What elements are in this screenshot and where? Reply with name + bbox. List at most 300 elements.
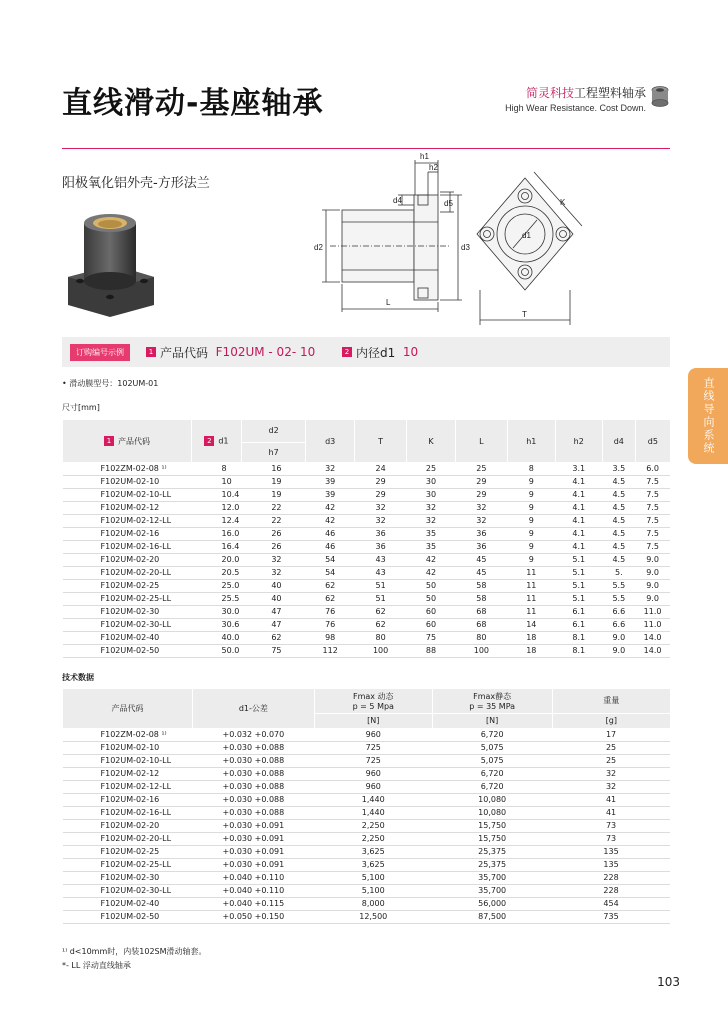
table-cell: 40 <box>241 592 306 605</box>
order-item2-value: 10 <box>402 345 419 359</box>
table-row <box>63 540 671 553</box>
table-cell: F102UM-02-12 <box>63 767 193 780</box>
table-cell: 4.1 <box>555 540 602 553</box>
table-cell: 8,000 <box>314 897 432 910</box>
table-cell: 228 <box>552 871 670 884</box>
col-h1: h1 <box>508 420 555 462</box>
tcol-product-code: 产品代码 <box>63 689 193 728</box>
table-cell: 80 <box>455 631 507 644</box>
table-cell: 9 <box>508 540 555 553</box>
table-cell: F102UM-02-10-LL <box>63 754 193 767</box>
table-cell: 6,720 <box>432 780 552 793</box>
table-row <box>63 910 671 923</box>
table-cell: F102UM-02-20 <box>63 553 192 566</box>
table-cell: 32 <box>455 514 507 527</box>
order-item-product-code <box>146 344 336 361</box>
table-cell: 39 <box>306 488 354 501</box>
col-num-1: 1 <box>104 436 114 446</box>
table-cell: 100 <box>354 644 406 657</box>
table-cell: 16.4 <box>192 540 242 553</box>
table-cell: F102UM-02-20-LL <box>63 566 192 579</box>
table-cell: 8.1 <box>555 631 602 644</box>
table-row <box>63 897 671 910</box>
side-tab-label: 直线导向系统 <box>702 377 715 455</box>
table-cell: 11 <box>508 566 555 579</box>
table-cell: F102UM-02-30 <box>63 871 193 884</box>
product-photo <box>66 205 156 320</box>
table-cell: 9 <box>508 527 555 540</box>
table-cell: F102UM-02-12-LL <box>63 780 193 793</box>
table-cell: 75 <box>407 631 455 644</box>
table-row <box>63 793 671 806</box>
table-row <box>63 845 671 858</box>
table-cell: 5,075 <box>432 754 552 767</box>
table-cell: F102UM-02-50 <box>63 910 193 923</box>
table-cell: +0.030 +0.088 <box>192 767 314 780</box>
tcol-fmax-static-unit: [N] <box>432 713 552 728</box>
table-cell: 7.5 <box>635 540 670 553</box>
col-k: K <box>407 420 455 462</box>
table-cell: +0.030 +0.088 <box>192 806 314 819</box>
table-cell: F102UM-02-40 <box>63 631 192 644</box>
table-cell: F102ZM-02-08 ¹⁾ <box>63 462 192 475</box>
table-cell: 32 <box>241 553 306 566</box>
table-cell: 4.1 <box>555 527 602 540</box>
table-row <box>63 579 671 592</box>
table-cell: 54 <box>306 566 354 579</box>
table-cell: 4.5 <box>602 553 635 566</box>
table-cell: 98 <box>306 631 354 644</box>
table-cell: F102UM-02-16 <box>63 527 192 540</box>
table-cell: F102UM-02-16-LL <box>63 540 192 553</box>
brand-slogan: High Wear Resistance. Cost Down. <box>505 103 646 113</box>
table-cell: 32 <box>306 462 354 475</box>
table-cell: 40 <box>241 579 306 592</box>
table-cell: +0.030 +0.088 <box>192 754 314 767</box>
table-cell: 4.5 <box>602 501 635 514</box>
table-cell: +0.032 +0.070 <box>192 728 314 741</box>
tcol-fmax-static <box>432 689 552 713</box>
col-t: T <box>354 420 406 462</box>
table-row <box>63 475 671 488</box>
table-cell: 25 <box>455 462 507 475</box>
dim-d2-label: d2 <box>314 243 323 252</box>
table-cell: 36 <box>354 540 406 553</box>
header-divider <box>62 148 670 149</box>
footnote-2: *- LL 浮动直线轴承 <box>62 961 131 970</box>
order-item1-label: 产品代码 <box>160 345 209 360</box>
table-cell: 46 <box>306 527 354 540</box>
table-cell: 58 <box>455 592 507 605</box>
order-item1-value: F102UM - 02- 10 <box>215 345 316 359</box>
table-cell: 26 <box>241 540 306 553</box>
tcol-fmax-dynamic-pressure: p = 5 Mpa <box>352 701 394 711</box>
table-cell: 11 <box>508 579 555 592</box>
table-cell: 25,375 <box>432 845 552 858</box>
table-row <box>63 741 671 754</box>
table-cell: 9.0 <box>635 579 670 592</box>
table-cell: 5.1 <box>555 566 602 579</box>
table-cell: 17 <box>552 728 670 741</box>
table-cell: 9.0 <box>602 644 635 657</box>
dim-h2-label: h2 <box>429 163 438 172</box>
table-cell: 54 <box>306 553 354 566</box>
table-row <box>63 767 671 780</box>
table-cell: F102UM-02-10-LL <box>63 488 192 501</box>
table-cell: 32 <box>407 501 455 514</box>
table-cell: 6.1 <box>555 618 602 631</box>
table-cell: +0.030 +0.091 <box>192 858 314 871</box>
dim-d4-label: d4 <box>393 196 402 205</box>
table-cell: 76 <box>306 618 354 631</box>
table-cell: 6,720 <box>432 767 552 780</box>
table-cell: 42 <box>407 553 455 566</box>
table-cell: 15,750 <box>432 832 552 845</box>
table-cell: 5,100 <box>314 884 432 897</box>
table-cell: 25,375 <box>432 858 552 871</box>
table-cell: 62 <box>354 605 406 618</box>
col-d3: d3 <box>306 420 354 462</box>
table-cell: 41 <box>552 806 670 819</box>
table-cell: 5,100 <box>314 871 432 884</box>
table-cell: 11 <box>508 592 555 605</box>
dim-h1-label: h1 <box>420 152 429 161</box>
table-cell: 36 <box>354 527 406 540</box>
table-cell: 112 <box>306 644 354 657</box>
table-cell: 6,720 <box>432 728 552 741</box>
tech-data-label: 技术数据 <box>62 673 94 682</box>
table-cell: 45 <box>455 566 507 579</box>
table-cell: F102UM-02-25 <box>63 579 192 592</box>
dim-k-label: K <box>560 198 566 207</box>
table-row <box>63 780 671 793</box>
table-cell: 30.0 <box>192 605 242 618</box>
table-cell: F102UM-02-30-LL <box>63 884 193 897</box>
table-cell: 4.1 <box>555 501 602 514</box>
dim-d1-label: d1 <box>522 231 531 240</box>
table-cell: 10,080 <box>432 806 552 819</box>
table-cell: +0.030 +0.091 <box>192 845 314 858</box>
table-cell: F102UM-02-30-LL <box>63 618 192 631</box>
dim-d3-label: d3 <box>461 243 470 252</box>
table-cell: 18 <box>508 644 555 657</box>
table-cell: 62 <box>354 618 406 631</box>
table-cell: 43 <box>354 553 406 566</box>
order-item-inner-diameter <box>342 344 418 361</box>
table-row <box>63 644 671 657</box>
table-cell: F102UM-02-10 <box>63 741 193 754</box>
table-cell: 7.5 <box>635 475 670 488</box>
col-d4: d4 <box>602 420 635 462</box>
table-cell: 2,250 <box>314 819 432 832</box>
table-cell: 3,625 <box>314 858 432 871</box>
table-cell: 19 <box>241 488 306 501</box>
table-cell: 39 <box>306 475 354 488</box>
table-cell: +0.030 +0.088 <box>192 780 314 793</box>
table-row <box>63 527 671 540</box>
table-row <box>63 592 671 605</box>
bearing-logo-icon <box>650 85 670 107</box>
table-cell: 35,700 <box>432 871 552 884</box>
table-cell: 9 <box>508 514 555 527</box>
table-cell: F102UM-02-20-LL <box>63 832 193 845</box>
table-cell: 228 <box>552 884 670 897</box>
tcol-fmax-dynamic <box>314 689 432 713</box>
table-cell: 32 <box>407 514 455 527</box>
table-cell: 35,700 <box>432 884 552 897</box>
table-cell: 735 <box>552 910 670 923</box>
table-cell: 30 <box>407 475 455 488</box>
table-cell: 40.0 <box>192 631 242 644</box>
table-cell: 20.0 <box>192 553 242 566</box>
table-cell: 14 <box>508 618 555 631</box>
table-cell: F102ZM-02-08 ¹⁾ <box>63 728 193 741</box>
col-d2: d2 <box>241 420 306 442</box>
table-cell: 7.5 <box>635 514 670 527</box>
table-row <box>63 462 671 475</box>
table-cell: 73 <box>552 819 670 832</box>
table-cell: 32 <box>241 566 306 579</box>
table-cell: +0.030 +0.091 <box>192 819 314 832</box>
table-cell: 5. <box>602 566 635 579</box>
table-cell: 41 <box>552 793 670 806</box>
table-cell: 22 <box>241 514 306 527</box>
table-cell: 60 <box>407 618 455 631</box>
table-cell: 29 <box>354 488 406 501</box>
dimensions-table <box>62 420 670 658</box>
sliding-film-note: • 滑动膜型号：102UM-01 <box>62 379 159 388</box>
table-cell: 50 <box>407 579 455 592</box>
table-cell: F102UM-02-25-LL <box>63 592 192 605</box>
table-cell: F102UM-02-12 <box>63 501 192 514</box>
table-cell: 11.0 <box>635 605 670 618</box>
table-cell: 10,080 <box>432 793 552 806</box>
table-cell: 454 <box>552 897 670 910</box>
tech-data-table <box>62 689 670 924</box>
table-row <box>63 566 671 579</box>
table-cell: 4.5 <box>602 540 635 553</box>
table-cell: 22 <box>241 501 306 514</box>
table-cell: F102UM-02-16 <box>63 793 193 806</box>
order-num-1: 1 <box>146 347 156 357</box>
table-row <box>63 514 671 527</box>
table-cell: 29 <box>455 488 507 501</box>
table-cell: 88 <box>407 644 455 657</box>
table-cell: 960 <box>314 767 432 780</box>
table-cell: 45 <box>455 553 507 566</box>
dim-d5-label: d5 <box>444 199 453 208</box>
dim-l-label: L <box>386 298 391 307</box>
table-cell: +0.040 +0.115 <box>192 897 314 910</box>
table-cell: 725 <box>314 741 432 754</box>
technical-drawing <box>300 150 590 330</box>
table-cell: F102UM-02-25 <box>63 845 193 858</box>
table-cell: 15,750 <box>432 819 552 832</box>
col-d1 <box>192 420 242 462</box>
col-d5: d5 <box>635 420 670 462</box>
table-cell: 32 <box>354 501 406 514</box>
table-cell: 3.1 <box>555 462 602 475</box>
table-cell: 5.5 <box>602 592 635 605</box>
table-cell: 1,440 <box>314 793 432 806</box>
table-row <box>63 858 671 871</box>
table-cell: 20.5 <box>192 566 242 579</box>
table-row <box>63 501 671 514</box>
table-cell: 9 <box>508 501 555 514</box>
table-cell: 960 <box>314 728 432 741</box>
table-cell: 4.1 <box>555 488 602 501</box>
table-cell: 68 <box>455 605 507 618</box>
tcol-d1-tolerance: d1-公差 <box>192 689 314 728</box>
table-cell: 30 <box>407 488 455 501</box>
footnote-1: ¹⁾ d<10mm时，内装102SM滑动轴套。 <box>62 947 207 956</box>
table-cell: +0.050 +0.150 <box>192 910 314 923</box>
table-cell: 6.6 <box>602 618 635 631</box>
order-badge: 订购编号示例 <box>70 344 130 361</box>
table-cell: 25 <box>552 754 670 767</box>
table-cell: 9 <box>508 553 555 566</box>
table-cell: 25 <box>407 462 455 475</box>
table-cell: 5.5 <box>602 579 635 592</box>
table-row <box>63 884 671 897</box>
table-cell: 80 <box>354 631 406 644</box>
table-cell: 47 <box>241 618 306 631</box>
table-cell: +0.040 +0.110 <box>192 871 314 884</box>
table-cell: 30.6 <box>192 618 242 631</box>
table-cell: 25 <box>552 741 670 754</box>
table-cell: 26 <box>241 527 306 540</box>
table-cell: 14.0 <box>635 644 670 657</box>
table-row <box>63 819 671 832</box>
table-cell: F102UM-02-20 <box>63 819 193 832</box>
page-title: 直线滑动-基座轴承 <box>62 86 324 121</box>
table-cell: 11 <box>508 605 555 618</box>
table-cell: 62 <box>306 592 354 605</box>
table-cell: F102UM-02-10 <box>63 475 192 488</box>
table-cell: 25.0 <box>192 579 242 592</box>
col-h2: h2 <box>555 420 602 462</box>
col-d1-label: d1 <box>218 436 229 446</box>
table-cell: F102UM-02-30 <box>63 605 192 618</box>
table-cell: 51 <box>354 592 406 605</box>
table-cell: 16.0 <box>192 527 242 540</box>
brand-highlight: 简灵科技 <box>525 86 574 100</box>
table-cell: 60 <box>407 605 455 618</box>
table-cell: 6.0 <box>635 462 670 475</box>
table-cell: 29 <box>455 475 507 488</box>
table-cell: 42 <box>407 566 455 579</box>
side-chapter-tab[interactable] <box>688 368 728 464</box>
table-cell: 62 <box>306 579 354 592</box>
table-cell: 9 <box>508 488 555 501</box>
table-cell: 25.5 <box>192 592 242 605</box>
tcol-fmax-dynamic-unit: [N] <box>314 713 432 728</box>
table-cell: F102UM-02-16-LL <box>63 806 193 819</box>
tcol-fmax-dynamic-label: Fmax 动态 <box>352 691 394 701</box>
tcol-weight-unit: [g] <box>552 713 670 728</box>
brand-block <box>505 84 646 113</box>
tcol-fmax-static-pressure: p = 35 MPa <box>469 701 516 711</box>
table-cell: 3,625 <box>314 845 432 858</box>
table-cell: 8 <box>192 462 242 475</box>
table-cell: 725 <box>314 754 432 767</box>
table-cell: 43 <box>354 566 406 579</box>
table-cell: 7.5 <box>635 501 670 514</box>
table-cell: 32 <box>552 767 670 780</box>
table-row <box>63 754 671 767</box>
table-row <box>63 553 671 566</box>
table-cell: 9.0 <box>635 566 670 579</box>
table-cell: 2,250 <box>314 832 432 845</box>
table-cell: 14.0 <box>635 631 670 644</box>
table-cell: 6.6 <box>602 605 635 618</box>
table-cell: 3.5 <box>602 462 635 475</box>
table-row <box>63 806 671 819</box>
table-cell: 58 <box>455 579 507 592</box>
table-cell: 24 <box>354 462 406 475</box>
table-cell: 9.0 <box>635 592 670 605</box>
table-row <box>63 605 671 618</box>
table-cell: 1,440 <box>314 806 432 819</box>
table-cell: 7.5 <box>635 527 670 540</box>
table-cell: 29 <box>354 475 406 488</box>
table-cell: 5.1 <box>555 579 602 592</box>
tcol-fmax-static-label: Fmax静态 <box>473 691 512 701</box>
table-cell: 4.1 <box>555 514 602 527</box>
order-item2-label: 内径d1 <box>356 345 396 360</box>
table-cell: 32 <box>552 780 670 793</box>
section-subtitle: 阳极氧化铝外壳-方形法兰 <box>62 176 210 191</box>
table-cell: F102UM-02-12-LL <box>63 514 192 527</box>
table-cell: 18 <box>508 631 555 644</box>
col-d2-tolerance: h7 <box>241 442 306 462</box>
table-cell: 4.5 <box>602 527 635 540</box>
table-cell: 10.4 <box>192 488 242 501</box>
table-row <box>63 728 671 741</box>
table-cell: 42 <box>306 514 354 527</box>
table-cell: 135 <box>552 845 670 858</box>
table-cell: 50 <box>407 592 455 605</box>
table-row <box>63 631 671 644</box>
table-cell: 10 <box>192 475 242 488</box>
table-cell: 46 <box>306 540 354 553</box>
table-cell: 5.1 <box>555 553 602 566</box>
table-cell: 12,500 <box>314 910 432 923</box>
table-cell: 11.0 <box>635 618 670 631</box>
table-cell: 100 <box>455 644 507 657</box>
table-cell: 87,500 <box>432 910 552 923</box>
table-cell: 32 <box>354 514 406 527</box>
brand-name <box>505 84 646 101</box>
table-cell: 32 <box>455 501 507 514</box>
col-product-code <box>63 420 192 462</box>
col-l: L <box>455 420 507 462</box>
table-row <box>63 871 671 884</box>
table-row <box>63 488 671 501</box>
table-cell: 36 <box>455 527 507 540</box>
dimensions-label: 尺寸[mm] <box>62 403 100 412</box>
table-cell: F102UM-02-50 <box>63 644 192 657</box>
table-cell: 8.1 <box>555 644 602 657</box>
table-cell: 68 <box>455 618 507 631</box>
table-cell: 960 <box>314 780 432 793</box>
table-cell: 12.4 <box>192 514 242 527</box>
table-cell: 73 <box>552 832 670 845</box>
table-cell: 50.0 <box>192 644 242 657</box>
table-cell: 7.5 <box>635 488 670 501</box>
table-cell: 35 <box>407 527 455 540</box>
col-num-2: 2 <box>204 436 214 446</box>
